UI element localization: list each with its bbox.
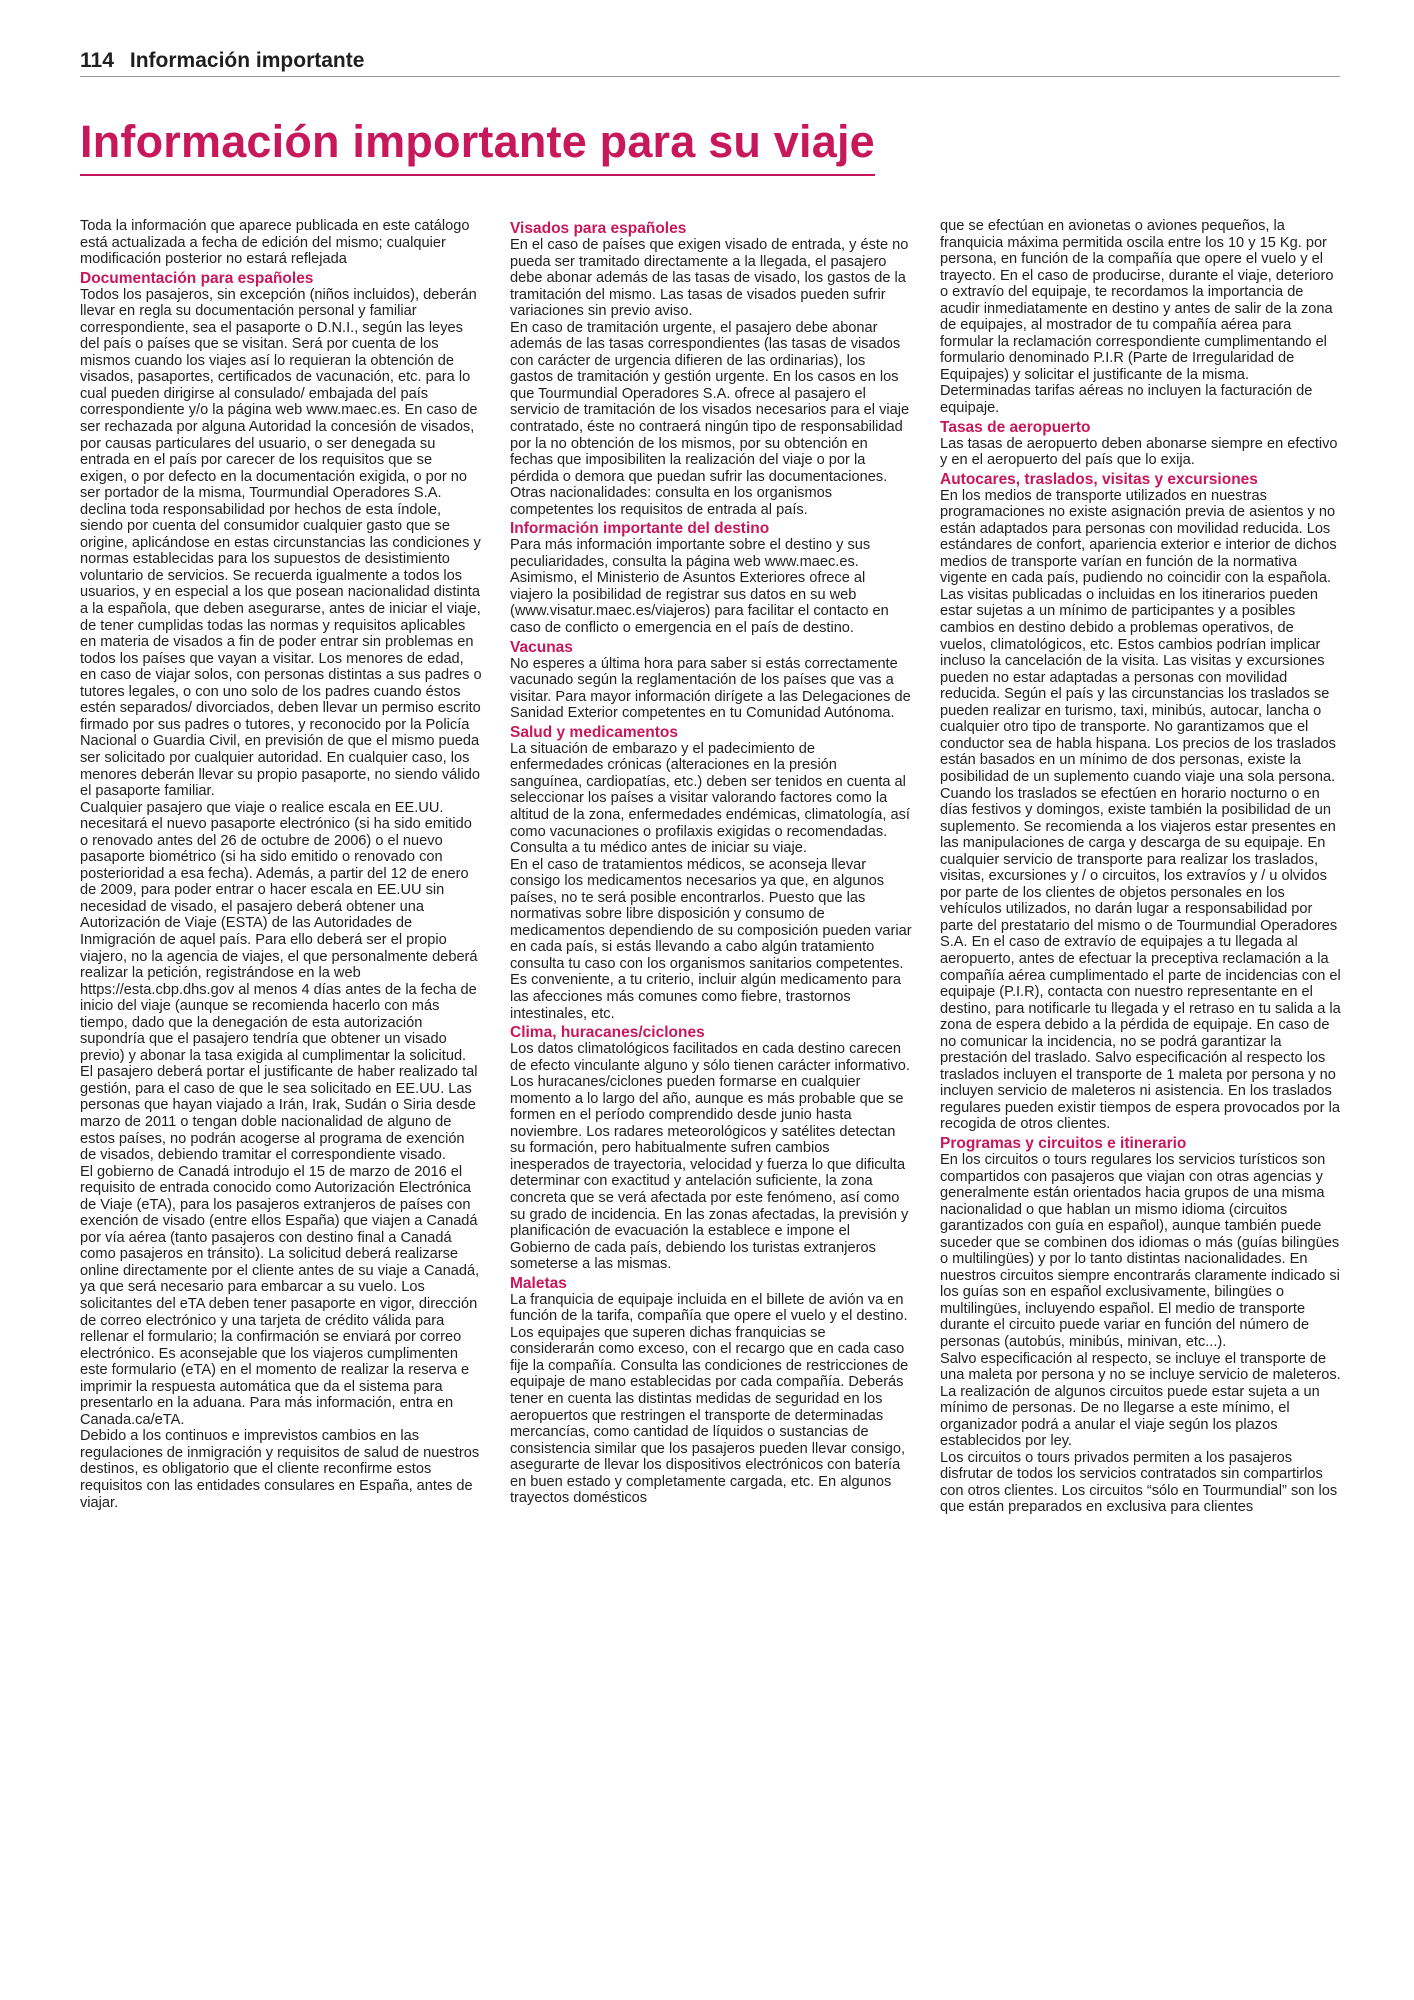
column-1 xyxy=(80,218,482,1954)
paragraph: La situación de embarazo y el padecimiento de enfermedades crónicas (alteraciones en la presión sanguínea, cardiopatías, etc.) deben ser tenidos en cuenta al seleccionar los países a visitar valorando factores como la altitud de la zona, enfermedades endémicas, climatología, así como vacunaciones o profilaxis exigidas o recomendadas. Consulta a tu médico antes de iniciar su viaje. xyxy=(510,740,910,857)
paragraph: En los medios de transporte utilizados en nuestras programaciones no existe asignación previa de asientos y no están adaptados para personas con movilidad reducida. Los estándares de confort, apariencia exterior e interior de dichos medios de transporte varían en función de la normativa vigente en cada país, pudiendo no coincidir con la española. Las visitas publicadas o incluidas en los itinerarios pueden estar sujetas a un mínimo de participantes y a posibles cambios en destino debido a problemas operativos, de vuelos, climatológicos, etc. Estos cambios podrían implicar incluso la cancelación de la visita. Las visitas y excursiones pueden no estar adaptadas a personas con movilidad reducida. Según el país y las circunstancias los traslados se pueden realizar en turismo, taxi, minibús, autocar, lancha o cualquier otro tipo de transporte. No garantizamos que el conductor sea de habla hispana. Los precios de los traslados están basados en un mínimo de dos personas, existe la posibilidad de un suplemento cuando viaje una sola persona. Cuando los traslados se efectúen en horario nocturno o en días festivos y domingos, existe también la posibilidad de un suplemento. Se recomienda a los viajeros estar presentes en las manipulaciones de carga y descarga de su equipaje. En cualquier servicio de transporte para realizar los traslados, visitas, excursiones y / o circuitos, los extravíos y / u olvidos por parte de los clientes de objetos personales en los vehículos utilizados, no darán lugar a responsabilidad por parte del prestatario del mismo o de Tourmundial Operadores S.A. En el caso de extravío de equipajes a tu llegada al aeropuerto, antes de efectuar la preceptiva reclamación a la compañía aérea cumplimentado el parte de incidencias con el equipaje (P.I.R), contacta con nuestro representante en el destino, para notificarle tu llegada y el retraso en tu salida a la zona de espera debido a la pérdida de equipaje. En caso de no comunicar la incidencia, no se podrá garantizar la prestación del traslado. Salvo especificación al respecto los traslados incluyen el transporte de 1 maleta por persona y no incluyen servicio de maleteros ni asistencia. En los traslados regulares pueden existir tiempos de espera provocados por la recogida de otros clientes. xyxy=(940,487,1341,1133)
paragraph: El gobierno de Canadá introdujo el 15 de marzo de 2016 el requisito de entrada conocido como Autorización Electrónica de Viaje (eTA), para los pasajeros extranjeros de países con exención de visado (entre ellos España) que viajen a Canadá por vía aérea (tanto pasajeros con destino final a Canadá como pasajeros en tránsito). La solicitud deberá realizarse online directamente por el cliente antes de su viaje a Canadá, ya que será necesario para embarcar a su vuelo. Los solicitantes del eTA deben tener pasaporte en vigor, dirección de correo electrónico y una tarjeta de crédito válida para rellenar el formulario; la confirmación se enviará por correo electrónico. Es aconsejable que los viajeros cumplimenten este formulario (eTA) en el momento de realizar la reserva e imprimir la respuesta automática que da el sistema para presentarlo en la aduana. Para más información, entra en Canada.ca/eTA. xyxy=(80,1163,480,1428)
paragraph: No esperes a última hora para saber si estás correctamente vacunado según la reglamentación de los países que vas a visitar. Para mayor información dirígete a las Delegaciones de Sanidad Exterior competentes en tu Comunidad Autónoma. xyxy=(510,655,911,722)
paragraph: En el caso de países que exigen visado de entrada, y éste no pueda ser tramitado directamente a la llegada, el pasajero debe abonar además de las tasas de visado, los gastos de la tramitación del mismo. Las tasas de visados pueden sufrir variaciones sin previo aviso. xyxy=(510,237,909,320)
section-heading-clima: Clima, huracanes/ciclones xyxy=(510,1024,705,1042)
paragraph: Para más información importante sobre el destino y sus peculiaridades, consulta la página web www.maec.es. Asimismo, el Ministerio de Asuntos Exteriores ofrece al viajero la posibilidad de registrar sus datos en su web (www.visatur.maec.es/viajeros) para facilitar el contacto en caso de conflicto o emergencia en el país de destino. xyxy=(510,537,889,637)
paragraph: que se efectúan en avionetas o aviones pequeños, la franquicia máxima permitida oscila entre los 10 y 15 Kg. por persona, en función de la compañía que opere el vuelo y el trayecto. En el caso de producirse, durante el viaje, deterioro o extravío del equipaje, te recordamos la importancia de acudir inmediatamente en destino y antes de salir de la zona de equipajes, al mostrador de tu compañía aérea para formular la reclamación correspondiente cumplimentando el formulario denominado P.I.R (Parte de Irregularidad de Equipajes) y solicitar el justificante de la misma. Determinadas tarifas aéreas no incluyen la facturación de equipaje. xyxy=(940,218,1334,417)
paragraph: En el caso de tratamientos médicos, se aconseja llevar consigo los medicamentos necesarios ya que, en algunos países, no te será posible encontrarlos. Puesto que las normativas sobre libre disposición y consumo de medicamentos dependiendo de su composición pueden variar en cada país, si estás llevando a cabo algún tratamiento consulta tu caso con los organismos sanitarios competentes. Es conveniente, a tu criterio, incluir algún medicamento para las afecciones más comunes como fiebre, trastornos intestinales, etc. xyxy=(510,856,912,1022)
paragraph: En los circuitos o tours regulares los servicios turísticos son compartidos con pasajeros que viajan con otras agencias y generalmente están orientados hacia grupos de una misma nacionalidad o que hablan un mismo idioma (circuitos garantizados con guía en español), aunque también puede suceder que se combinen dos idiomas o más (guías bilingües o multilingües) y por lo tanto distintas nacionalidades. En nuestros circuitos siempre encontrarás claramente indicado si los guías son en español exclusivamente, bilingües o multilingües, incluyendo español. El medio de transporte durante el circuito puede variar en función del número de personas (autobús, minibús, minivan, etc...). xyxy=(940,1151,1340,1350)
column-3 xyxy=(940,218,1342,1954)
paragraph: La franquicia de equipaje incluida en el billete de avión va en función de la tarifa, compañía que opere el vuelo y el destino. Los equipajes que superen dichas franquicias se considerarán como exceso, con el recargo que en cada caso fije la compañía. Consulta las condiciones de restricciones de equipaje de mano establecidas por cada compañía. Deberás tener en cuenta las distintas medidas de seguridad en los aeropuertos que restringen el transporte de determinadas mercancías, como cantidad de líquidos o sustancias de consistencia similar que los pasajeros pueden llevar consigo, asegurarte de llevar los dispositivos electrónicos con batería en buen estado y completamente cargada, etc. En algunos trayectos domésticos xyxy=(510,1291,909,1507)
page-title: Información importante para su viaje xyxy=(80,116,875,176)
section-heading-programas: Programas y circuitos e itinerario xyxy=(940,1134,1187,1152)
section-heading-salud: Salud y medicamentos xyxy=(510,723,678,741)
page-number: 114 xyxy=(80,49,114,72)
paragraph: Todos los pasajeros, sin excepción (niños incluidos), deberán llevar en regla su documentación personal y familiar correspondiente, sea el pasaporte o D.N.I., según las leyes del país o países que se visitan. Será por cuenta de los mismos cuando los viajes así lo requieran la obtención de visados, pasaportes, certificados de vacunación, etc. para lo cual pueden dirigirse al consulado/ embajada del país correspondiente y/o la página web www.maec.es. En caso de ser rechazada por alguna Autoridad la concesión de visados, por causas particulares del usuario, o ser denegada su entrada en el país por carecer de los requisitos que se exigen, o por defecto en la documentación exigida, o por no ser portador de la misma, Tourmundial Operadores S.A. declina toda responsabilidad por hechos de esta índole, siendo por cuenta del consumidor cualquier gasto que se origine, aplicándose en estas circunstancias las condiciones y normas establecidas para los supuestos de desistimiento voluntario de servicios. Se recuerda igualmente a todos los usuarios, y en especial a los que posean nacionalidad distinta a la española, que deben asegurarse, antes de iniciar el viaje, de tener cumplidas todas las normas y requisitos aplicables en materia de visados a fin de poder entrar sin problemas en todos los países que vayan a visitar. Los menores de edad, en caso de viajar solos, con personas distintas a sus padres o tutores legales, o con uno solo de los padres cuando éstos estén separados/ divorciados, deben llevar un permiso escrito firmado por sus padres o tutores, y reconocido por la Policía Nacional o Guardia Civil, en previsión de que el mismo pueda ser solicitado por cualquier autoridad. En cualquier caso, los menores deberán llevar su propio pasaporte, no siendo válido el pasaporte familiar. xyxy=(80,286,482,800)
section-heading-autocares: Autocares, traslados, visitas y excursiones xyxy=(940,470,1258,488)
paragraph: Los circuitos o tours privados permiten a los pasajeros disfrutar de todos los servicios contratados sin compartirlos con otros clientes. Los circuitos “sólo en Tourmundial” son los que están preparados en exclusiva para clientes xyxy=(940,1449,1338,1516)
intro-paragraph: Toda la información que aparece publicada en este catálogo está actualizada a fecha de edición del mismo; cualquier modificación posterior no estará reflejada xyxy=(80,218,470,268)
paragraph: Los datos climatológicos facilitados en cada destino carecen de efecto vinculante alguno y sólo tienen carácter informativo. xyxy=(510,1041,910,1074)
paragraph: Los huracanes/ciclones pueden formarse en cualquier momento a lo largo del año, aunque es más probable que se formen en el período comprendido desde junio hasta noviembre. Los radares meteorológicos y satélites detectan su formación, pero habitualmente sufren cambios inesperados de trayectoria, velocidad y fuerza lo que dificulta determinar con exactitud y antelación suficiente, la zona concreta que se verá afectada por este fenómeno, así como su grado de incidencia. En las zonas afectadas, la previsión y planificación de evacuación la establece e impone el Gobierno de cada país, debiendo los turistas extranjeros someterse a las mismas. xyxy=(510,1074,909,1273)
paragraph: Debido a los continuos e imprevistos cambios en las regulaciones de inmigración y requisitos de salud de nuestros destinos, es obligatorio que el cliente reconfirme estos requisitos con las entidades consulares en España, antes de viajar. xyxy=(80,1428,480,1511)
paragraph: Cualquier pasajero que viaje o realice escala en EE.UU. necesitará el nuevo pasaporte electrónico (si ha sido emitido o renovado antes del 26 de octubre de 2006) o el nuevo pasaporte biométrico (si ha sido emitido o renovado con posterioridad a esa fecha). Además, a partir del 12 de enero de 2009, para poder entrar o hacer escala en EE.UU sin necesidad de visado, el pasajero deberá obtener una Autorización de Viaje (ESTA) de las Autoridades de Inmigración de aquel país. Para ello deberá ser el propio viajero, no la agencia de viajes, el que personalmente deberá realizar la petición, registrándose en la web https://esta.cbp.dhs.gov al menos 4 días antes de la fecha de inicio del viaje (aunque se recomienda hacerlo con más tiempo, dado que la denegación de esta autorización supondría que el pasajero tendría que obtener un visado previo) y abonar la tasa exigida al cumplimentar la solicitud. El pasajero deberá portar el justificante de haber realizado tal gestión, para el caso de que le sea solicitado en EE.UU. Las personas que hayan viajado a Irán, Irak, Sudán o Siria desde marzo de 2011 o tengan doble nacionalidad de alguno de estos países, no podrán acogerse al programa de exención de visados, debiendo tramitar el correspondiente visado. xyxy=(80,799,478,1164)
paragraph: Salvo especificación al respecto, se incluye el transporte de una maleta por persona y no se incluye servicio de maleteros. La realización de algunos circuitos puede estar sujeta a un mínimo de personas. De no llegarse a este mínimo, el organizador podrá a anular el viaje según los plazos establecidos por ley. xyxy=(940,1350,1341,1450)
page-header xyxy=(80,46,1340,77)
section-heading-vacunas: Vacunas xyxy=(510,638,573,656)
section-heading-tasas: Tasas de aeropuerto xyxy=(940,418,1091,436)
section-heading-destino: Información importante del destino xyxy=(510,520,770,538)
running-title: Información importante xyxy=(129,49,365,72)
column-2 xyxy=(510,218,912,1954)
section-heading-documentacion: Documentación para españoles xyxy=(80,269,314,287)
content-columns xyxy=(80,218,1342,1954)
paragraph: Las tasas de aeropuerto deben abonarse siempre en efectivo y en el aeropuerto del país que lo exija. xyxy=(940,435,1338,469)
section-heading-visados: Visados para españoles xyxy=(510,220,687,237)
section-heading-maletas: Maletas xyxy=(510,1274,567,1292)
paragraph: En caso de tramitación urgente, el pasajero debe abonar además de las tasas correspondientes (las tasas de visados con carácter de urgencia difieren de las ordinarias), los gastos de tramitación y gestión urgente. En los casos en los que Tourmundial Operadores S.A. ofrece al pasajero el servicio de tramitación de los visados necesarios para el viaje contratado, éste no contraerá ningún tipo de responsabilidad por la no obtención de los mismos, por su obtención en fechas que imposibiliten la realización del viaje o por la pérdida o demora que puedan sufrir las documentaciones. Otras nacionalidades: consulta en los organismos competentes los requisitos de entrada al país. xyxy=(510,319,910,518)
